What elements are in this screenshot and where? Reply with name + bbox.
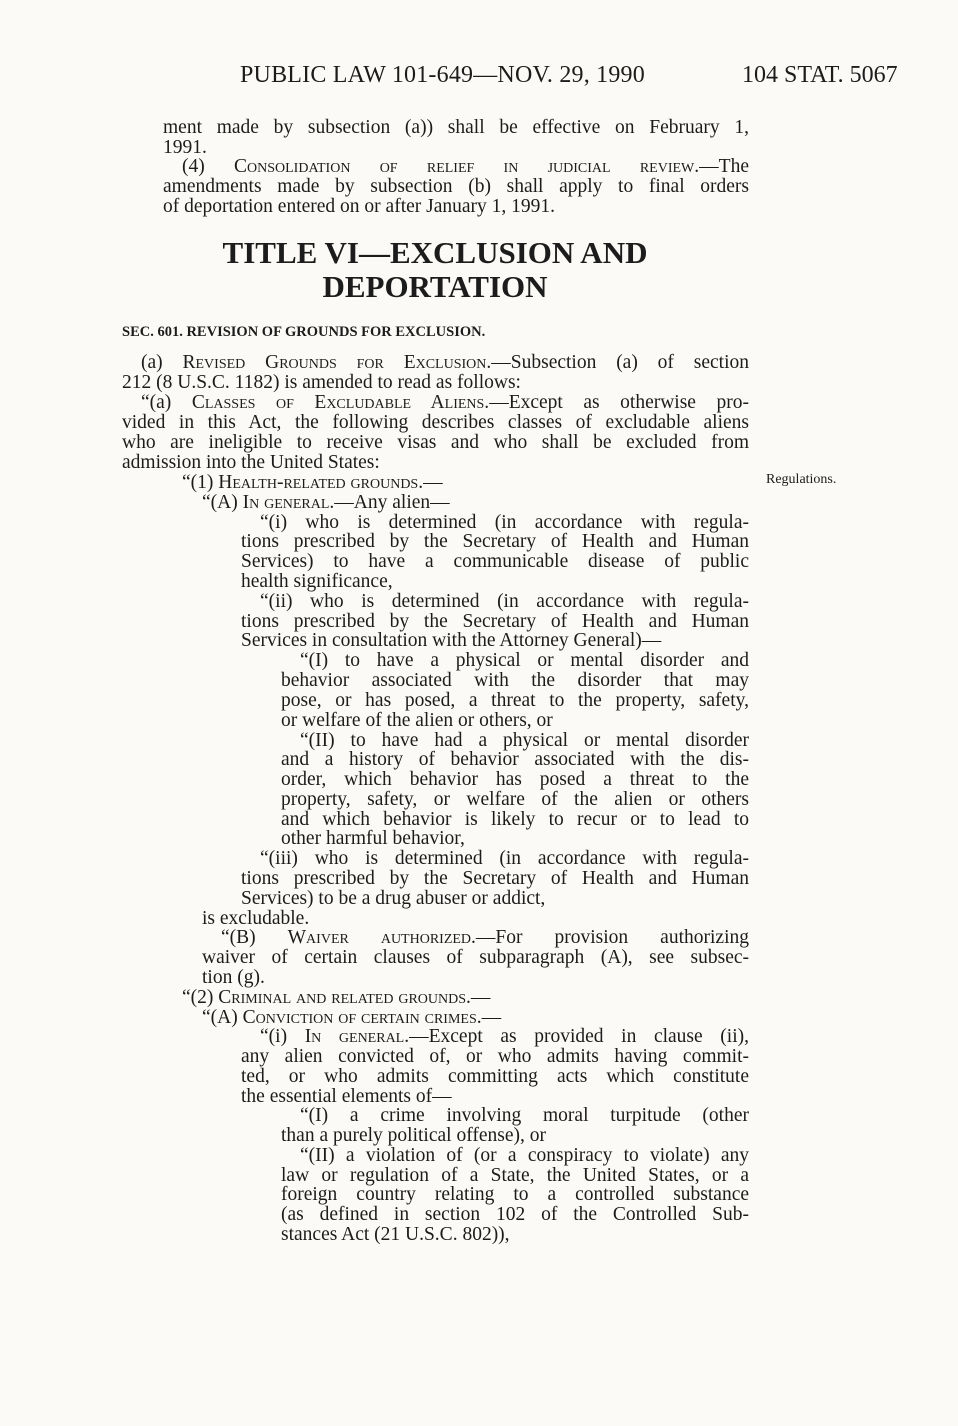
text-line: Services in consultation with the Attorney General)— [241, 630, 662, 651]
margin-note: Regulations. [766, 472, 837, 487]
paragraph-2-heading: “(2) Criminal and related grounds.— [182, 987, 491, 1008]
text-line: 1991. [163, 137, 207, 158]
text-line: behavior associated with the disorder that may [281, 670, 749, 691]
text-line: 212 (8 U.S.C. 1182) is amended to read as follows: [122, 372, 521, 393]
text-line: health significance, [241, 571, 393, 592]
text-line: and which behavior is likely to recur or to lead to [281, 809, 749, 830]
text-line: tions prescribed by the Secretary of Health and Human [241, 611, 749, 632]
text-line: Services) to have a communicable disease of public [241, 551, 749, 572]
text-line: than a purely political offense), or [281, 1125, 546, 1146]
text-line: pose, or has posed, a threat to the property, safety, [281, 690, 749, 711]
text-line: “(II) a violation of (or a conspiracy to violate) any [300, 1145, 749, 1166]
text-line: foreign country relating to a controlled substance [281, 1184, 749, 1205]
subparagraph-a-conviction-heading: “(A) Conviction of certain crimes.— [202, 1007, 502, 1028]
text-line: of deportation entered on or after January 1, 1991. [163, 196, 556, 217]
classes-heading: “(a) Classes of Excludable Aliens.—Except as otherwise pro- [141, 392, 749, 413]
text-line: “(iii) who is determined (in accordance with regula- [260, 848, 749, 869]
text-line: tion (g). [202, 967, 265, 988]
text-line: is excludable. [202, 908, 310, 929]
subsection-a-heading: (a) Revised Grounds for Exclusion.—Subsection (a) of section [141, 352, 749, 373]
subparagraph-b-heading: “(B) Waiver authorized.—For provision authorizing [221, 927, 749, 948]
text-line: order, which behavior has posed a threat to the [281, 769, 749, 790]
running-header-left: PUBLIC LAW 101-649—NOV. 29, 1990 [240, 62, 645, 88]
text-line: “(II) to have had a physical or mental disorder [300, 730, 749, 751]
subparagraph-a-heading: “(A) In general.—Any alien— [202, 492, 450, 513]
running-header-right: 104 STAT. 5067 [742, 62, 898, 88]
clause-i-heading: “(i) In general.—Except as provided in clause (ii), [260, 1026, 749, 1047]
text-line: (as defined in section 102 of the Controlled Sub- [281, 1204, 749, 1225]
text-line: “(i) who is determined (in accordance with regula- [260, 512, 749, 533]
text-line: admission into the United States: [122, 452, 380, 473]
text-line: waiver of certain clauses of subparagraph (A), see subsec- [202, 947, 749, 968]
text-line: “(ii) who is determined (in accordance with regula- [260, 591, 749, 612]
text-line: the essential elements of— [241, 1086, 452, 1107]
text-line: amendments made by subsection (b) shall apply to final orders [163, 176, 749, 197]
text-line: Services) to be a drug abuser or addict, [241, 888, 546, 909]
section-heading: SEC. 601. REVISION OF GROUNDS FOR EXCLUSION. [122, 324, 486, 340]
text-line: other harmful behavior, [281, 828, 465, 849]
text-line: tions prescribed by the Secretary of Health and Human [241, 868, 749, 889]
text-line: any alien convicted of, or who admits having commit- [241, 1046, 749, 1067]
text-line: or welfare of the alien or others, or [281, 710, 553, 731]
text-line: ment made by subsection (a)) shall be effective on February 1, [163, 117, 749, 138]
text-line: law or regulation of a State, the United States, or a [281, 1165, 749, 1186]
text-line: and a history of behavior associated with the dis- [281, 749, 749, 770]
paragraph-4-heading: (4) Consolidation of relief in judicial review.—The [182, 156, 749, 177]
text-line: “(I) to have a physical or mental disorder and [300, 650, 749, 671]
text-line: property, safety, or welfare of the alien or others [281, 789, 749, 810]
text-line: ted, or who admits committing acts which constitute [241, 1066, 749, 1087]
title-heading-line-1: TITLE VI—EXCLUSION AND [222, 235, 648, 270]
text-line: “(I) a crime involving moral turpitude (other [300, 1105, 749, 1126]
text-line: tions prescribed by the Secretary of Health and Human [241, 531, 749, 552]
paragraph-1-heading: “(1) Health-related grounds.— [182, 472, 443, 493]
text-line: stances Act (21 U.S.C. 802)), [281, 1224, 510, 1245]
title-heading-line-2: DEPORTATION [322, 269, 548, 304]
text-line: vided in this Act, the following describes classes of excludable aliens [122, 412, 749, 433]
text-line: who are ineligible to receive visas and who shall be excluded from [122, 432, 749, 453]
